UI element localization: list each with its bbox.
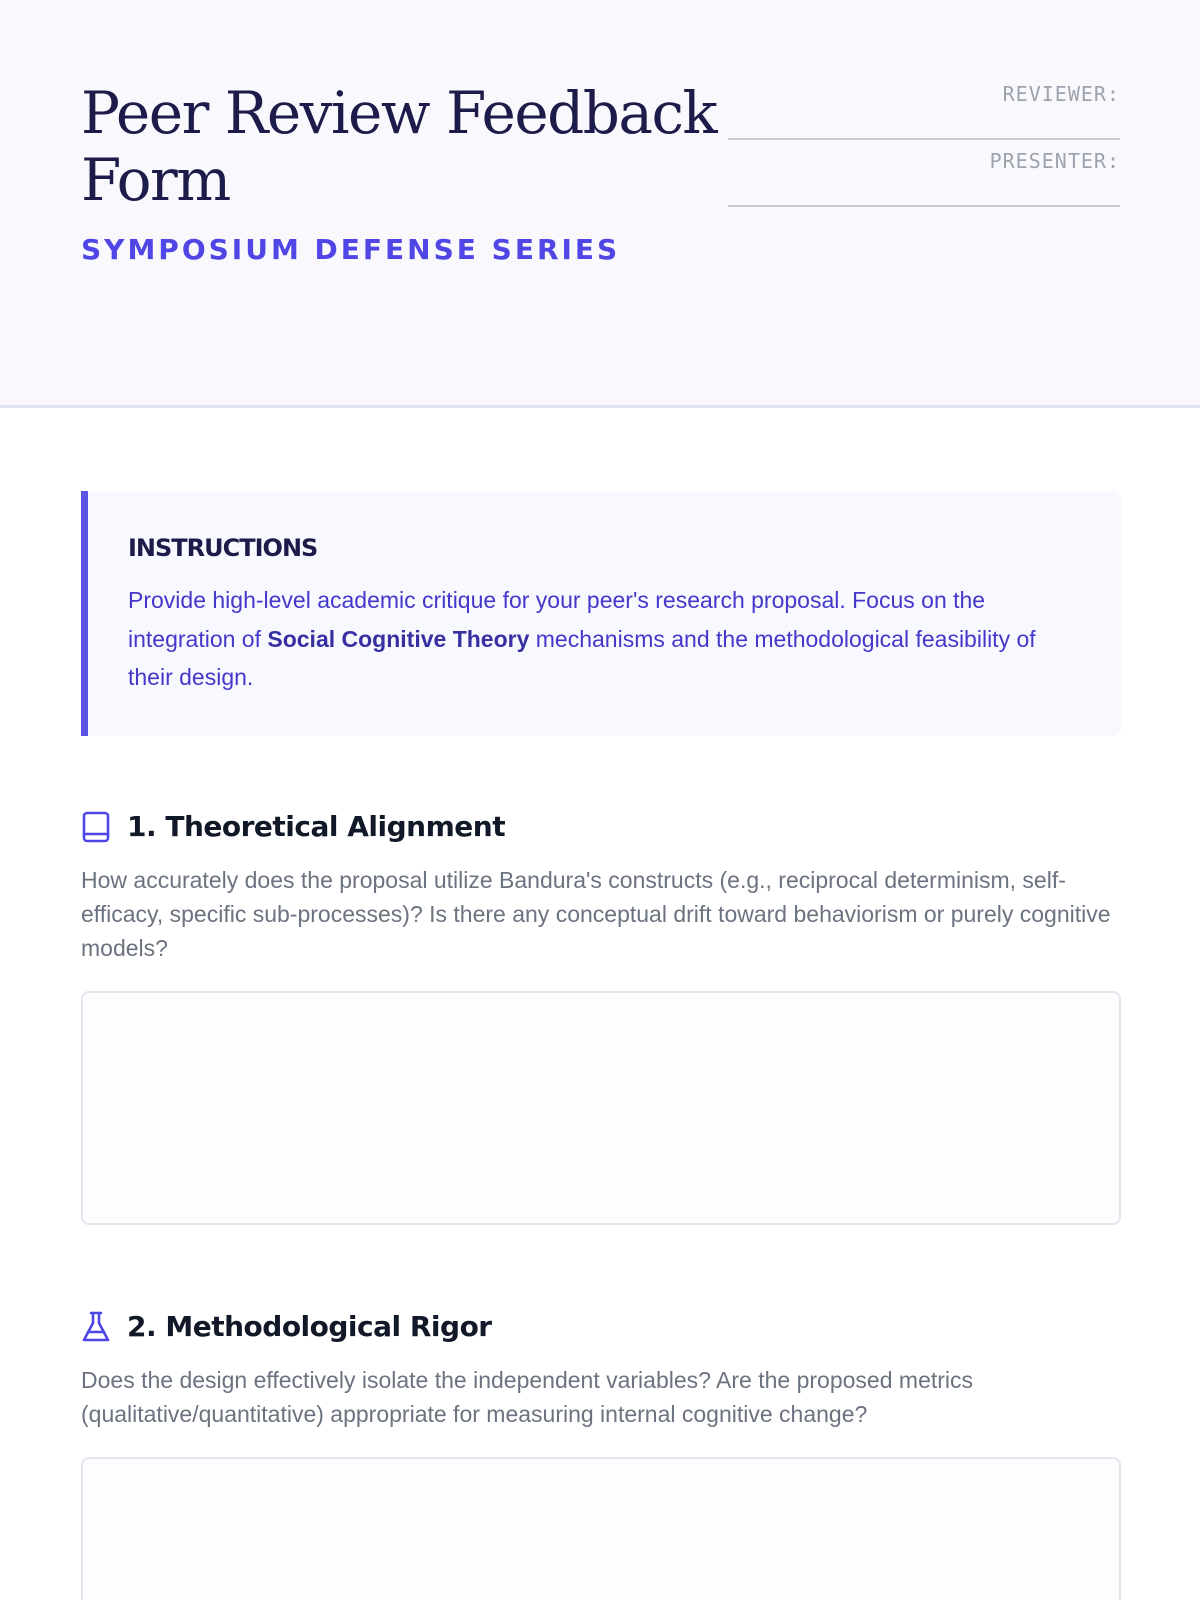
section-description: How accurately does the proposal utilize Bandura's constructs (e.g., reciprocal determinism, self-efficacy, specific sub-processes)? Is there any conceptual drift toward behaviorism or purely cognitive models? — [81, 867, 1111, 961]
reviewer-label: REVIEWER: — [1002, 82, 1120, 106]
book-icon — [81, 810, 111, 844]
section-heading — [81, 807, 1121, 847]
presenter-field[interactable] — [728, 149, 1120, 207]
instructions-emphasis: Social Cognitive Theory — [267, 625, 530, 652]
form-header — [0, 0, 1200, 408]
presenter-input[interactable] — [728, 177, 1120, 203]
instructions-text-end: mechanisms and the methodological feasibility of their design. — [128, 625, 1036, 690]
reviewer-field[interactable] — [728, 82, 1120, 140]
section-theoretical-alignment — [81, 807, 1121, 1225]
page-subtitle: SYMPOSIUM DEFENSE SERIES — [81, 233, 621, 266]
methodological-rigor-response[interactable] — [81, 1457, 1121, 1600]
section-title: 2. Methodological Rigor — [127, 1310, 492, 1343]
instructions-text — [128, 581, 1081, 697]
instructions-heading: INSTRUCTIONS — [128, 534, 318, 562]
page-title: Peer Review Feedback Form — [81, 79, 717, 214]
instructions-text-start: Provide high-level academic critique for your peer's research proposal. Focus on the integration of — [128, 587, 986, 652]
section-heading — [81, 1307, 1121, 1347]
reviewer-input[interactable] — [728, 110, 1120, 136]
flask-icon — [81, 1310, 111, 1344]
section-methodological-rigor — [81, 1307, 1121, 1600]
theoretical-alignment-response[interactable] — [81, 991, 1121, 1225]
instructions-panel — [81, 491, 1121, 736]
presenter-label: PRESENTER: — [989, 149, 1120, 173]
section-title: 1. Theoretical Alignment — [127, 810, 506, 843]
section-description: Does the design effectively isolate the independent variables? Are the proposed metrics (qualitative/quantitative) appropriate for measuring internal cognitive change? — [81, 1367, 974, 1427]
